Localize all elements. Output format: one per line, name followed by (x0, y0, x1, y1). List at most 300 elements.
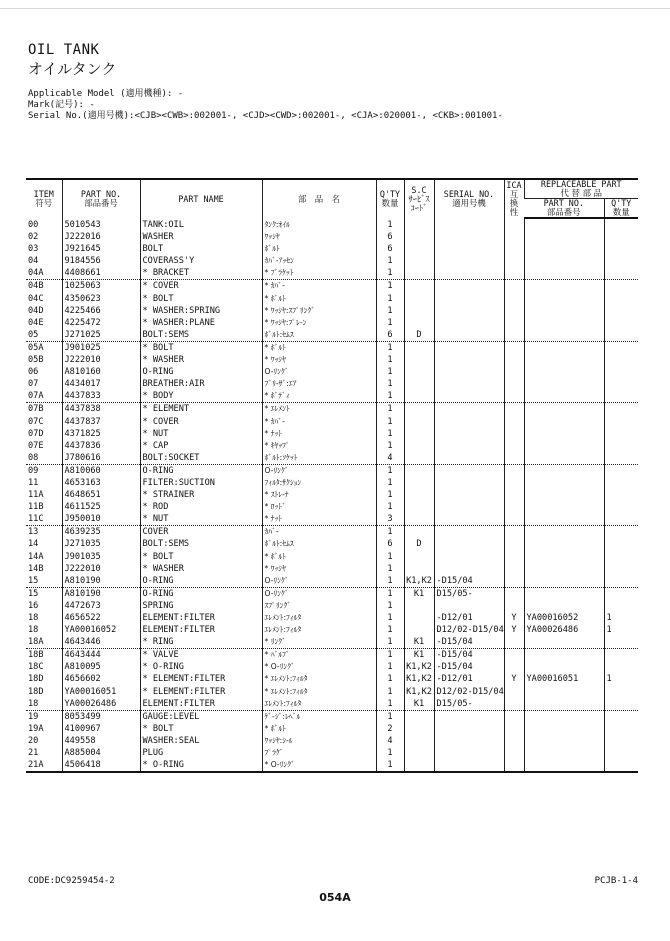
cell-item: 07B (26, 403, 62, 416)
cell-part-no: 4100967 (62, 723, 140, 735)
cell-item: 07 (28, 379, 39, 390)
cell-qty: 1 (376, 551, 404, 563)
cell-ica (504, 723, 524, 735)
cell-serial-no (434, 489, 504, 501)
cell-item: 11C (28, 514, 44, 525)
cell-rep-part-no (524, 563, 604, 575)
cell-part-no: 4506418 (62, 759, 140, 772)
cell-serial-no (434, 416, 504, 428)
cell-serial-no: D12/02-D15/04 (434, 624, 504, 636)
cell-rep-part-no (524, 428, 604, 440)
cell-rep-part-no (524, 489, 604, 501)
cell-part-name: BOLT:SEMS (140, 329, 262, 342)
cell-item: 18A (28, 637, 44, 648)
cell-part-name-jp: * ﾘﾝｸﾞ (262, 636, 376, 649)
cell-part-name: * ELEMENT:FILTER (140, 686, 262, 698)
table-row (26, 600, 638, 612)
cell-service-code (404, 477, 434, 489)
cell-part-name: * COVER (140, 280, 262, 293)
cell-rep-qty (604, 649, 638, 662)
cell-part-name: * BRACKET (140, 267, 262, 280)
cell-service-code (404, 489, 434, 501)
cell-ica (504, 390, 524, 403)
header-replaceable-part: REPLACEABLE PART 代 替 部 品 (524, 179, 638, 199)
cell-part-no: 4434017 (62, 378, 140, 390)
cell-part-no: J921645 (62, 243, 140, 255)
cell-ica (504, 747, 524, 759)
table-row (26, 403, 638, 416)
cell-qty: 1 (376, 255, 404, 267)
cell-rep-part-no (524, 231, 604, 243)
cell-ica (504, 293, 524, 305)
cell-ica: Y (504, 624, 524, 636)
cell-rep-part-no: YA00026486 (524, 624, 604, 636)
cell-part-name-jp: ﾌﾞﾘ-ｻﾞ:ｴｱ (262, 378, 376, 390)
cell-part-no: 4643446 (62, 636, 140, 649)
cell-ica (504, 231, 524, 243)
cell-rep-qty (604, 341, 638, 354)
cell-part-name: ELEMENT:FILTER (140, 612, 262, 624)
cell-part-name-jp: * ﾜｯｼﾔ:ﾌﾟﾚ-ﾝ (262, 317, 376, 329)
cell-part-name: O-RING (140, 366, 262, 378)
cell-rep-part-no: YA00016052 (524, 612, 604, 624)
cell-service-code (404, 267, 434, 280)
cell-serial-no (434, 440, 504, 452)
cell-part-no: A810190 (62, 587, 140, 600)
cell-part-no: 4437836 (62, 440, 140, 452)
cell-qty: 1 (376, 698, 404, 711)
cell-ica (504, 440, 524, 452)
table-row (26, 673, 638, 685)
cell-rep-qty (604, 354, 638, 366)
cell-part-name: BOLT:SOCKET (140, 452, 262, 465)
cell-rep-qty (604, 600, 638, 612)
cell-ica: Y (504, 612, 524, 624)
cell-part-no: 4437838 (62, 403, 140, 416)
cell-rep-qty (604, 267, 638, 280)
table-row (26, 513, 638, 526)
cell-part-no: J901025 (62, 341, 140, 354)
cell-ica (504, 661, 524, 673)
cell-serial-no (434, 341, 504, 354)
table-row (26, 538, 638, 550)
cell-rep-qty (604, 636, 638, 649)
cell-item: 07D (28, 428, 44, 439)
cell-ica (504, 489, 524, 501)
cell-service-code (404, 305, 434, 317)
cell-item: 04 (28, 256, 39, 267)
cell-part-name: WASHER (140, 231, 262, 243)
cell-item: 11A (28, 490, 44, 501)
cell-qty: 1 (376, 489, 404, 501)
cell-ica (504, 403, 524, 416)
cell-part-no: 4437837 (62, 416, 140, 428)
cell-rep-part-no (524, 255, 604, 267)
cell-service-code (404, 452, 434, 465)
cell-ica (504, 267, 524, 280)
cell-rep-part-no (524, 280, 604, 293)
cell-part-name: ELEMENT:FILTER (140, 698, 262, 711)
cell-serial-no (434, 293, 504, 305)
cell-ica (504, 575, 524, 588)
cell-qty: 1 (376, 600, 404, 612)
cell-part-name-jp: ﾎﾞﾙﾄ:ｾﾑｽ (262, 538, 376, 550)
cell-item: 04C (28, 293, 44, 304)
cell-rep-part-no (524, 501, 604, 513)
cell-item: 13 (26, 526, 62, 539)
cell-rep-part-no (524, 378, 604, 390)
cell-item: 04A (28, 268, 44, 279)
cell-part-no: J780616 (62, 452, 140, 465)
cell-part-no: YA00026486 (62, 698, 140, 711)
header-part-no: PART NO. 部品番号 (62, 179, 140, 218)
cell-part-name: * VALVE (140, 649, 262, 662)
cell-ica (504, 341, 524, 354)
title-japanese: オイルタンク (28, 60, 117, 78)
cell-service-code (404, 759, 434, 772)
cell-item: 07A (28, 391, 44, 402)
cell-serial-no (434, 218, 504, 231)
cell-part-name-jp: * ｴﾚﾒﾝﾄ (262, 403, 376, 416)
cell-service-code (404, 563, 434, 575)
cell-qty: 1 (376, 661, 404, 673)
cell-service-code (404, 600, 434, 612)
table-row (26, 612, 638, 624)
cell-part-name: * COVER (140, 416, 262, 428)
cell-item: 07E (28, 440, 44, 451)
cell-serial-no: -D15/04 (434, 575, 504, 588)
table-row (26, 489, 638, 501)
cell-part-name: * RING (140, 636, 262, 649)
cell-part-name: O-RING (140, 587, 262, 600)
cell-serial-no: -D12/01 (434, 612, 504, 624)
page-number: 054A (319, 891, 351, 904)
cell-part-name: * ELEMENT:FILTER (140, 673, 262, 685)
cell-serial-no (434, 354, 504, 366)
cell-part-name: BOLT (140, 243, 262, 255)
cell-rep-part-no (524, 526, 604, 539)
cell-item: 14B (28, 563, 44, 574)
cell-serial-no: -D15/04 (434, 636, 504, 649)
cell-part-no: 449558 (62, 735, 140, 747)
cell-service-code (404, 341, 434, 354)
cell-part-name: O-RING (140, 575, 262, 588)
cell-service-code: K1,K2 (404, 673, 434, 685)
cell-rep-qty (604, 231, 638, 243)
cell-service-code (404, 723, 434, 735)
cell-item: 20 (28, 735, 39, 746)
table-row (26, 563, 638, 575)
cell-part-name: ELEMENT:FILTER (140, 624, 262, 636)
cell-qty: 1 (376, 759, 404, 772)
cell-rep-part-no (524, 293, 604, 305)
cell-rep-qty (604, 477, 638, 489)
cell-item: 02 (28, 232, 39, 243)
cell-rep-part-no (524, 464, 604, 477)
cell-rep-qty: 1 (604, 673, 638, 685)
cell-item: 08 (28, 452, 39, 463)
cell-rep-part-no (524, 686, 604, 698)
cell-rep-qty (604, 329, 638, 342)
cell-part-name-jp: ｶﾊﾞ-ｱｯｾﾝ (262, 255, 376, 267)
cell-qty: 1 (376, 686, 404, 698)
cell-service-code (404, 526, 434, 539)
cell-service-code (404, 255, 434, 267)
cell-part-name: * O-RING (140, 759, 262, 772)
cell-part-no: J271025 (62, 329, 140, 342)
cell-part-name-jp: * ﾎﾞﾙﾄ (262, 551, 376, 563)
cell-part-no: 4225472 (62, 317, 140, 329)
cell-qty: 6 (376, 538, 404, 550)
cell-qty: 6 (376, 243, 404, 255)
cell-qty: 1 (376, 317, 404, 329)
cell-ica (504, 416, 524, 428)
cell-service-code (404, 428, 434, 440)
cell-rep-qty (604, 747, 638, 759)
cell-part-no: YA00016051 (62, 686, 140, 698)
cell-part-no: 4643444 (62, 649, 140, 662)
cell-part-no: A885004 (62, 747, 140, 759)
cell-part-name-jp: O-ﾘﾝｸﾞ (262, 575, 376, 588)
table-row (26, 428, 638, 440)
cell-service-code (404, 440, 434, 452)
cell-part-name-jp: O-ﾘﾝｸﾞ (262, 366, 376, 378)
cell-serial-no (434, 464, 504, 477)
cell-serial-no: -D12/01 (434, 673, 504, 685)
table-row (26, 661, 638, 673)
cell-rep-part-no (524, 538, 604, 550)
cell-service-code (404, 416, 434, 428)
cell-part-name: WASHER:SEAL (140, 735, 262, 747)
cell-ica (504, 649, 524, 662)
cell-ica (504, 255, 524, 267)
cell-rep-part-no (524, 452, 604, 465)
cell-qty: 4 (376, 735, 404, 747)
table-row (26, 440, 638, 452)
header-qty: Q'TY 数量 (376, 179, 404, 218)
cell-qty: 1 (376, 218, 404, 231)
cell-rep-part-no (524, 587, 604, 600)
cell-service-code (404, 378, 434, 390)
cell-part-no: 1025063 (62, 280, 140, 293)
cell-ica (504, 710, 524, 723)
cell-item: 11B (28, 502, 44, 513)
cell-ica (504, 636, 524, 649)
cell-part-name-jp: * O-ﾘﾝｸﾞ (262, 759, 376, 772)
parts-rows (26, 218, 638, 772)
cell-item: 11 (28, 477, 39, 488)
cell-rep-part-no (524, 440, 604, 452)
cell-part-no: 4653163 (62, 477, 140, 489)
cell-part-name: PLUG (140, 747, 262, 759)
cell-rep-part-no (524, 243, 604, 255)
cell-part-name: SPRING (140, 600, 262, 612)
cell-service-code (404, 390, 434, 403)
cell-service-code (404, 612, 434, 624)
cell-part-no: A810095 (62, 661, 140, 673)
cell-ica (504, 428, 524, 440)
cell-part-name-jp: ﾌﾟﾗｸﾞ (262, 747, 376, 759)
cell-part-name-jp: ｴﾚﾒﾝﾄ:ﾌｨﾙﾀ (262, 612, 376, 624)
cell-item: 15 (26, 587, 62, 600)
cell-part-name: COVER (140, 526, 262, 539)
cell-part-no: J271035 (62, 538, 140, 550)
table-row (26, 218, 638, 231)
cell-item: 15 (28, 575, 39, 586)
cell-qty: 1 (376, 587, 404, 600)
cell-rep-qty (604, 416, 638, 428)
cell-serial-no (434, 735, 504, 747)
cell-part-name-jp: * ﾛｯﾄﾞ (262, 501, 376, 513)
cell-serial-no (434, 723, 504, 735)
cell-rep-qty (604, 563, 638, 575)
cell-qty: 1 (376, 416, 404, 428)
cell-rep-part-no (524, 341, 604, 354)
table-row (26, 698, 638, 711)
cell-part-no: 4648651 (62, 489, 140, 501)
cell-part-no: A810060 (62, 464, 140, 477)
cell-service-code: K1,K2 (404, 661, 434, 673)
table-row (26, 280, 638, 293)
cell-rep-qty (604, 255, 638, 267)
cell-serial-no: -D15/04 (434, 661, 504, 673)
cell-serial-no (434, 538, 504, 550)
cell-item: 14A (28, 551, 44, 562)
cell-qty: 1 (376, 563, 404, 575)
cell-part-no: J950010 (62, 513, 140, 526)
cell-rep-qty (604, 390, 638, 403)
cell-serial-no (434, 231, 504, 243)
cell-service-code: K1 (404, 649, 434, 662)
cell-serial-no (434, 255, 504, 267)
cell-rep-part-no (524, 354, 604, 366)
cell-qty: 1 (376, 501, 404, 513)
cell-qty: 1 (376, 428, 404, 440)
cell-ica (504, 305, 524, 317)
cell-service-code (404, 747, 434, 759)
cell-part-name: * STRAINER (140, 489, 262, 501)
cell-part-no: 4656522 (62, 612, 140, 624)
cell-item: 19A (28, 723, 44, 734)
cell-part-no: 4350623 (62, 293, 140, 305)
cell-part-no: 9184556 (62, 255, 140, 267)
cell-part-no: J222010 (62, 563, 140, 575)
cell-part-name-jp: * ｴﾚﾒﾝﾄ:ﾌｨﾙﾀ (262, 686, 376, 698)
cell-rep-part-no (524, 661, 604, 673)
cell-item: 18D (28, 686, 44, 697)
table-row (26, 747, 638, 759)
cell-service-code: D (404, 538, 434, 550)
cell-part-name-jp: * ﾜｯｼﾔ:ｽﾌﾟﾘﾝｸﾞ (262, 305, 376, 317)
cell-part-name-jp: * ﾌﾞﾗｹｯﾄ (262, 267, 376, 280)
cell-serial-no (434, 280, 504, 293)
table-row (26, 723, 638, 735)
cell-qty: 1 (376, 477, 404, 489)
cell-part-no: 4225466 (62, 305, 140, 317)
table-row (26, 649, 638, 662)
cell-rep-part-no (524, 267, 604, 280)
cell-ica: Y (504, 673, 524, 685)
cell-rep-part-no (524, 366, 604, 378)
cell-ica (504, 513, 524, 526)
cell-part-name: * WASHER (140, 354, 262, 366)
cell-rep-part-no (524, 759, 604, 772)
header-service-code: S.C ｻｰﾋﾞｽ ｺｰﾄﾞ (404, 179, 434, 218)
cell-rep-qty (604, 280, 638, 293)
cell-ica (504, 698, 524, 711)
cell-serial-no (434, 551, 504, 563)
cell-part-name-jp: * ﾜｯｼﾔ (262, 563, 376, 575)
cell-part-name: COVERASS'Y (140, 255, 262, 267)
cell-qty: 1 (376, 649, 404, 662)
cell-serial-no (434, 366, 504, 378)
cell-rep-qty (604, 686, 638, 698)
table-row (26, 243, 638, 255)
cell-item: 21A (26, 759, 62, 772)
cell-qty: 1 (376, 293, 404, 305)
cell-qty: 1 (376, 612, 404, 624)
cell-part-name: * WASHER:PLANE (140, 317, 262, 329)
cell-part-name-jp: * ｽﾄﾚ-ﾅ (262, 489, 376, 501)
cell-rep-qty (604, 428, 638, 440)
cell-rep-part-no (524, 218, 604, 231)
cell-rep-qty (604, 464, 638, 477)
cell-rep-qty (604, 293, 638, 305)
cell-service-code (404, 501, 434, 513)
table-row (26, 390, 638, 403)
cell-qty: 3 (376, 513, 404, 526)
cell-service-code: D (404, 329, 434, 342)
table-row (26, 354, 638, 366)
cell-qty: 1 (376, 464, 404, 477)
cell-serial-no (434, 378, 504, 390)
table-row (26, 267, 638, 280)
cell-ica (504, 280, 524, 293)
cell-ica (504, 354, 524, 366)
cell-qty: 1 (376, 280, 404, 293)
cell-rep-qty (604, 551, 638, 563)
cell-part-no: J222010 (62, 354, 140, 366)
cell-part-no: 4437833 (62, 390, 140, 403)
mark-line: Mark(記号): - (28, 100, 95, 110)
cell-rep-part-no (524, 600, 604, 612)
cell-ica (504, 735, 524, 747)
serial-line: Serial No.(適用号機):<CJB><CWB>:002001-, <CJD><CWD>:002001-, <CJA>:020001-, <CKB>:001001- (28, 111, 503, 121)
cell-ica (504, 563, 524, 575)
cell-part-name: * BOLT (140, 293, 262, 305)
cell-item: 05 (28, 329, 39, 340)
cell-part-name: * BODY (140, 390, 262, 403)
cell-service-code (404, 218, 434, 231)
cell-part-no: 4611525 (62, 501, 140, 513)
cell-ica (504, 759, 524, 772)
cell-serial-no (434, 329, 504, 342)
cell-part-name-jp: * ﾅｯﾄ (262, 428, 376, 440)
table-row (26, 366, 638, 378)
cell-serial-no (434, 403, 504, 416)
cell-ica (504, 464, 524, 477)
cell-item: 16 (28, 600, 39, 611)
header-serial-no: SERIAL NO. 適用号機 (434, 179, 504, 218)
header-part-name: PART NAME (140, 179, 262, 218)
cell-service-code (404, 280, 434, 293)
cell-item: 18 (28, 698, 39, 709)
header-ica: ICA 互 換 性 (504, 179, 524, 218)
header-part-name-jp: 部 品 名 (262, 179, 376, 218)
cell-serial-no (434, 267, 504, 280)
cell-part-name-jp: * ﾎﾞﾙﾄ (262, 341, 376, 354)
cell-ica (504, 526, 524, 539)
